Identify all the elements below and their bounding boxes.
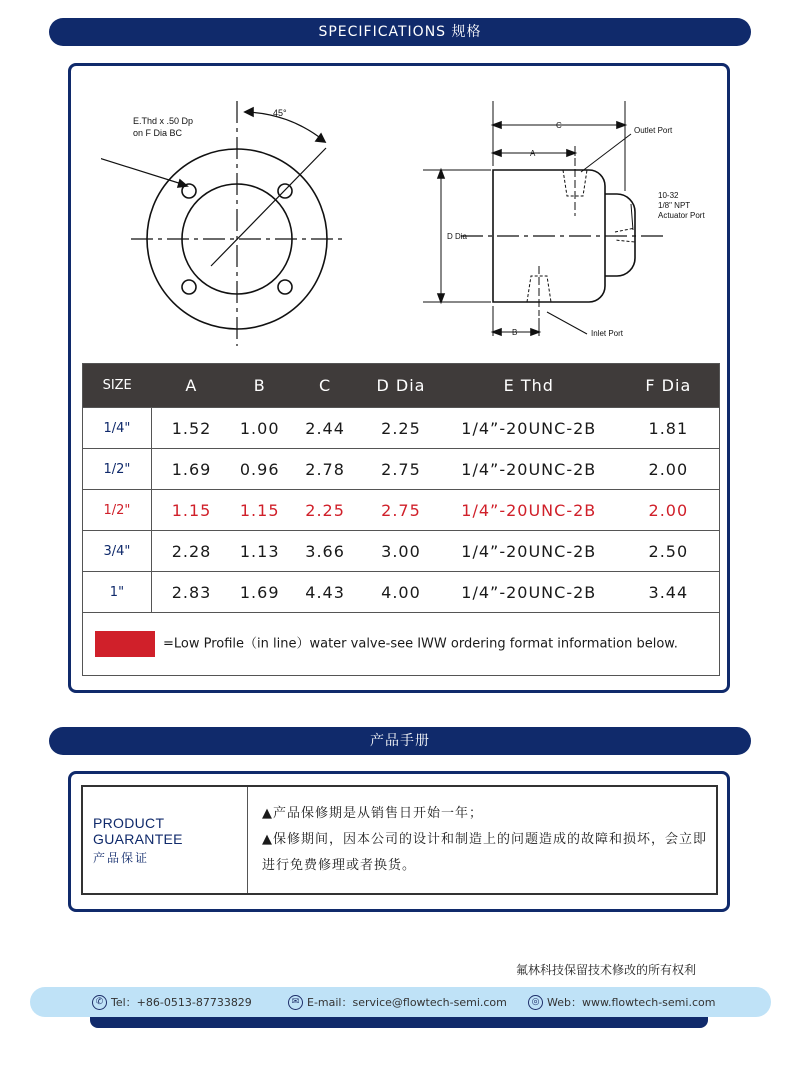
guarantee-title-en: PRODUCT GUARANTEE	[93, 814, 183, 847]
contact-email[interactable]	[288, 994, 507, 1010]
cell-d-dia: 2.75	[362, 449, 440, 490]
legend-cell	[83, 613, 720, 676]
cell-f-dia: 2.00	[618, 449, 720, 490]
cell-a: 2.28	[151, 531, 231, 572]
cell-c: 4.43	[288, 572, 362, 613]
envelope-icon: ✉	[288, 995, 303, 1010]
cell-d-dia: 2.25	[362, 408, 440, 449]
cell-b: 0.96	[231, 449, 288, 490]
header-f-dia: F Dia	[618, 364, 720, 408]
cell-size: 3/4"	[83, 531, 152, 572]
header-c: C	[288, 364, 362, 408]
table-row	[83, 449, 720, 490]
header-d-dia: D Dia	[362, 364, 440, 408]
cell-e-thd: 1/4”-20UNC-2B	[440, 408, 618, 449]
cell-f-dia: 3.44	[618, 572, 720, 613]
guarantee-panel	[68, 771, 730, 912]
table-row	[83, 408, 720, 449]
cell-e-thd: 1/4”-20UNC-2B	[440, 490, 618, 531]
rights-notice: 氟林科技保留技术修改的所有权利	[516, 963, 697, 977]
cell-size: 1"	[83, 572, 152, 613]
cell-b: 1.69	[231, 572, 288, 613]
cell-b: 1.13	[231, 531, 288, 572]
specifications-banner	[49, 18, 751, 46]
phone-icon: ✆	[92, 995, 107, 1010]
outlet-port-label: Outlet Port	[634, 126, 673, 135]
actuator-npt-label: 1/8" NPT	[658, 201, 691, 210]
cell-b: 1.00	[231, 408, 288, 449]
low-profile-swatch	[95, 631, 155, 657]
manual-title: 产品手册	[370, 733, 430, 749]
guarantee-heading	[83, 787, 248, 893]
dim-d-label: D Dia	[447, 232, 468, 241]
actuator-port-label: Actuator Port	[658, 211, 705, 220]
cell-f-dia: 1.81	[618, 408, 720, 449]
cell-c: 2.25	[288, 490, 362, 531]
cell-f-dia: 2.00	[618, 490, 720, 531]
cell-a: 1.15	[151, 490, 231, 531]
cell-c: 3.66	[288, 531, 362, 572]
manual-banner	[49, 727, 751, 755]
legend-row	[83, 613, 720, 676]
angle-label: 45°	[273, 108, 287, 118]
cell-e-thd: 1/4”-20UNC-2B	[440, 531, 618, 572]
cell-f-dia: 2.50	[618, 531, 720, 572]
cell-d-dia: 4.00	[362, 572, 440, 613]
dim-b-label: B	[512, 328, 518, 337]
web-text[interactable]: Web：www.flowtech-semi.com	[547, 996, 716, 1009]
contact-footer	[30, 987, 771, 1017]
cell-c: 2.78	[288, 449, 362, 490]
cell-size: 1/2"	[83, 490, 152, 531]
guarantee-title-cn: 产品保证	[93, 850, 150, 865]
legend-text: =Low Profile（in line）water valve-see IWW ordering format information below.	[163, 636, 678, 652]
table-row	[83, 572, 720, 613]
inlet-port-label: Inlet Port	[591, 329, 624, 338]
guarantee-line-1: ▲产品保修期是从销售日开始一年；	[262, 806, 483, 821]
dim-c-label: C	[556, 121, 562, 130]
cell-d-dia: 3.00	[362, 531, 440, 572]
cell-c: 2.44	[288, 408, 362, 449]
cell-e-thd: 1/4”-20UNC-2B	[440, 449, 618, 490]
thread-note-line2: on F Dia BC	[133, 128, 183, 138]
cell-a: 1.52	[151, 408, 231, 449]
thread-note-line1: E.Thd x .50 Dp	[133, 116, 194, 126]
guarantee-body	[248, 787, 716, 893]
cell-d-dia: 2.75	[362, 490, 440, 531]
cell-e-thd: 1/4”-20UNC-2B	[440, 572, 618, 613]
email-text[interactable]: E-mail：service@flowtech-semi.com	[307, 996, 507, 1009]
flange-drawing	[101, 96, 401, 356]
header-e-thd: E Thd	[440, 364, 618, 408]
tel-text: Tel：+86-0513-87733829	[111, 996, 252, 1009]
contact-tel	[92, 994, 252, 1010]
dim-a-label: A	[530, 149, 536, 158]
table-header-row	[83, 364, 720, 408]
actuator-size-label: 10-32	[658, 191, 679, 200]
header-a: A	[151, 364, 231, 408]
header-b: B	[231, 364, 288, 408]
guarantee-line-2: ▲保修期间，因本公司的设计和制造上的问题造成的故障和损坏，会立即进行免费修理或者换货。	[262, 832, 707, 873]
guarantee-box	[81, 785, 718, 895]
cell-size: 1/4"	[83, 408, 152, 449]
specifications-title: SPECIFICATIONS 规格	[318, 24, 482, 40]
cell-a: 1.69	[151, 449, 231, 490]
header-size: SIZE	[83, 364, 152, 408]
spec-table	[82, 363, 720, 676]
globe-icon: ◎	[528, 995, 543, 1010]
cell-a: 2.83	[151, 572, 231, 613]
table-row	[83, 531, 720, 572]
table-row-low-profile	[83, 490, 720, 531]
cell-size: 1/2"	[83, 449, 152, 490]
specifications-panel	[68, 63, 730, 693]
side-view-drawing	[421, 96, 731, 341]
contact-web[interactable]	[528, 994, 715, 1010]
cell-b: 1.15	[231, 490, 288, 531]
